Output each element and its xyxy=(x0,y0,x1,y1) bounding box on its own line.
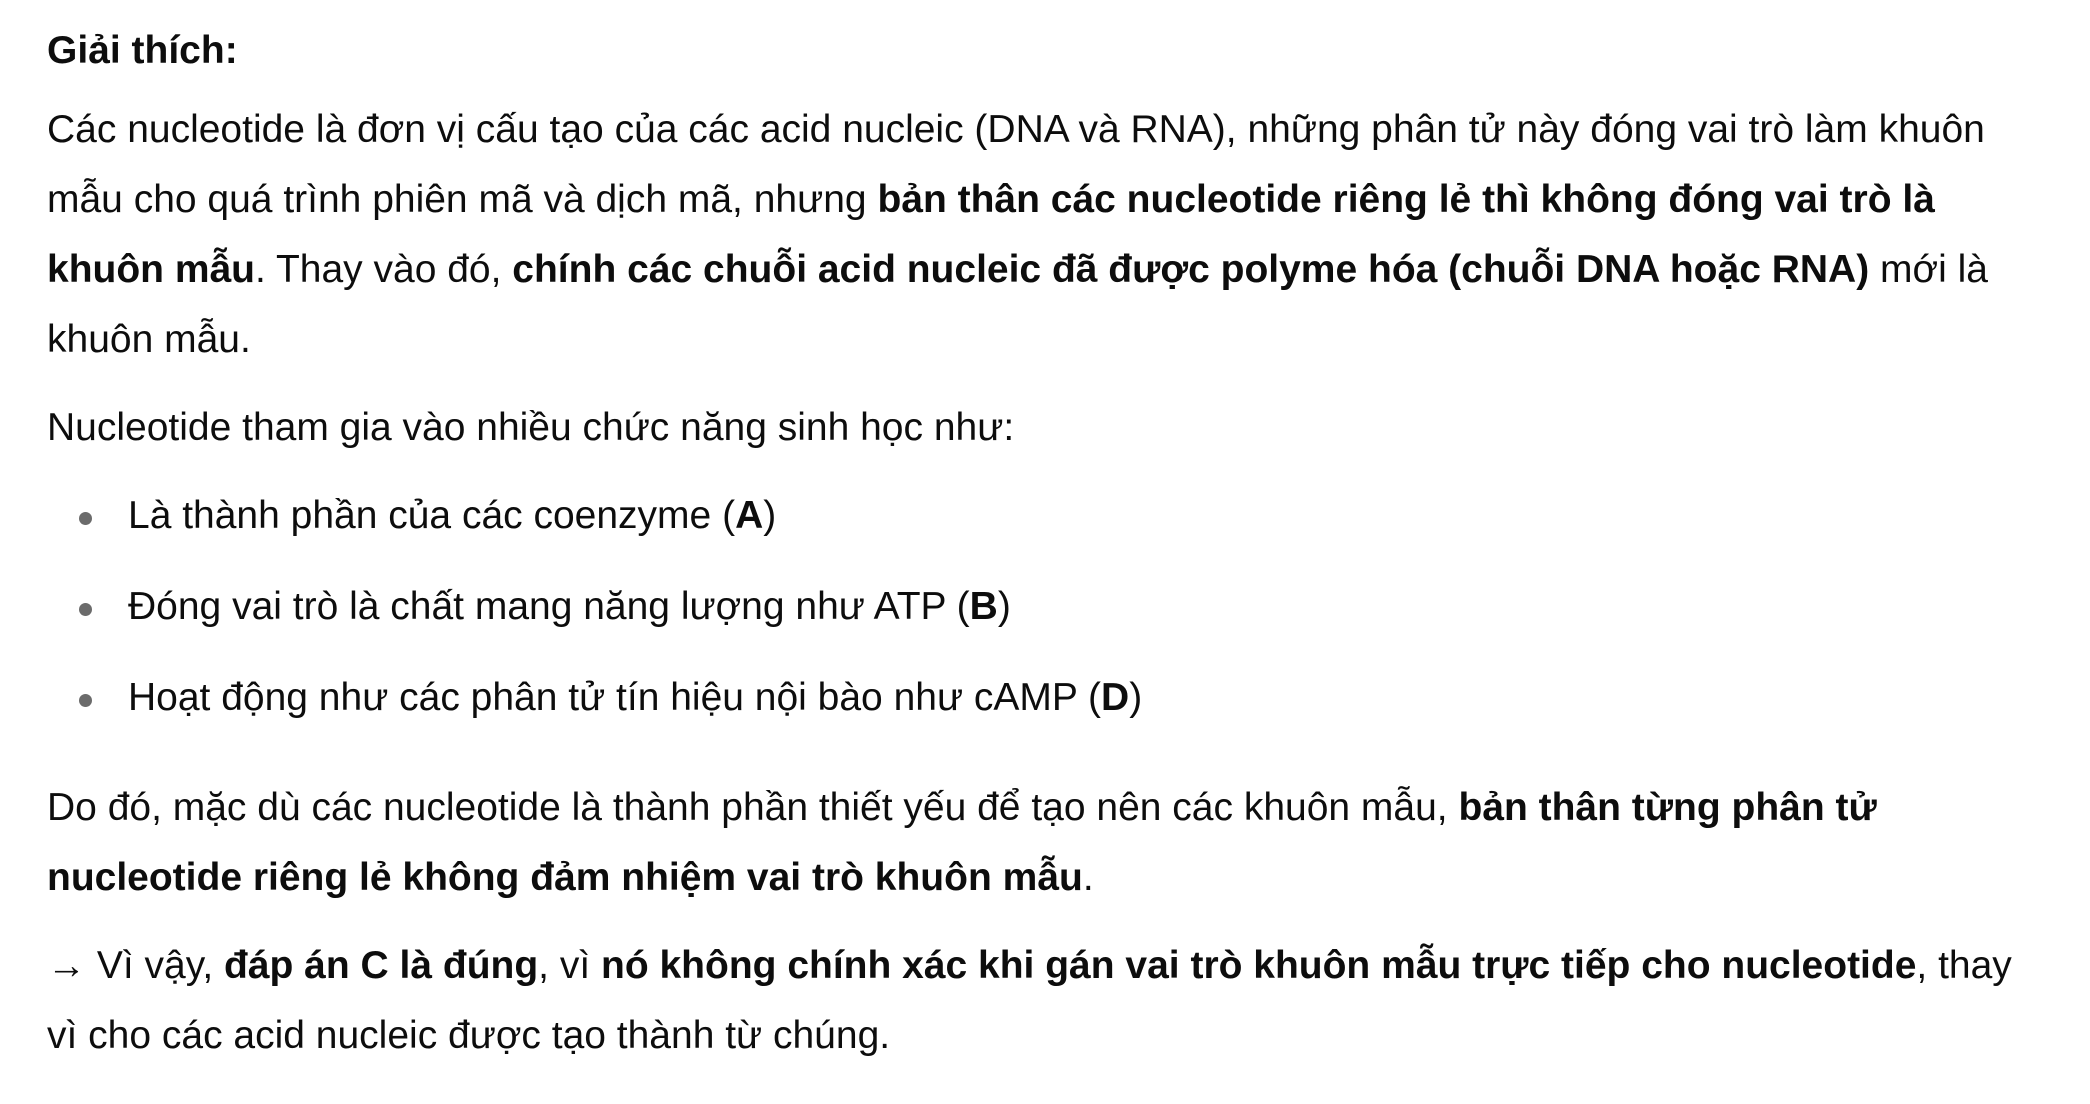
bullet-icon xyxy=(79,512,92,525)
text-span: . Thay vào đó, xyxy=(255,248,513,291)
bold-span: đáp án C là đúng xyxy=(224,944,539,987)
list-item-text: Đóng vai trò là chất mang năng lượng như ATP ( xyxy=(128,585,970,628)
bold-span: nó không chính xác khi gán vai trò khuôn mẫu trực tiếp cho nucleotide xyxy=(601,944,1917,987)
text-span: mới là khuôn mẫu. xyxy=(47,248,1988,361)
text-span: , vì xyxy=(538,944,602,987)
list-item xyxy=(47,572,2037,642)
list-item xyxy=(47,481,2037,551)
bullet-icon xyxy=(79,694,92,707)
text-span: . xyxy=(1082,856,1094,899)
explanation-heading: Giải thích: xyxy=(47,29,238,72)
functions-list xyxy=(47,481,2037,733)
text-span: → Vì vậy, xyxy=(47,944,224,987)
list-item xyxy=(47,663,2037,733)
paragraph-functions-intro: Nucleotide tham gia vào nhiều chức năng sinh học như: xyxy=(47,406,1015,449)
bullet-icon xyxy=(79,603,92,616)
paragraph-conclusion xyxy=(47,773,2037,913)
list-item-close: ) xyxy=(997,585,1011,628)
paragraph-answer xyxy=(47,931,2037,1071)
bold-span: bản thân từng phân tử nucleotide riêng lẻ không đảm nhiệm vai trò khuôn mẫu xyxy=(47,786,1877,899)
bold-span: bản thân các nucleotide riêng lẻ thì không đóng vai trò là khuôn mẫu xyxy=(47,178,1935,291)
explanation-content xyxy=(47,0,2037,1071)
list-item-close: ) xyxy=(1129,676,1143,719)
list-item-letter: A xyxy=(735,494,764,537)
list-item-letter: D xyxy=(1101,676,1130,719)
list-item-text: Hoạt động như các phân tử tín hiệu nội bào như cAMP ( xyxy=(128,676,1102,719)
paragraph-nucleotide-role xyxy=(47,95,2037,375)
list-item-letter: B xyxy=(969,585,998,628)
bold-span: chính các chuỗi acid nucleic đã được polyme hóa (chuỗi DNA hoặc RNA) xyxy=(512,248,1870,291)
list-item-close: ) xyxy=(763,494,777,537)
text-span: , thay vì cho các acid nucleic được tạo thành từ chúng. xyxy=(47,944,2012,1057)
list-item-text: Là thành phần của các coenzyme ( xyxy=(128,494,736,537)
text-span: Do đó, mặc dù các nucleotide là thành phần thiết yếu để tạo nên các khuôn mẫu, xyxy=(47,786,1459,829)
text-span: Các nucleotide là đơn vị cấu tạo của các acid nucleic (DNA và RNA), những phân tử này đóng vai trò làm khuôn mẫu cho quá trình phiên mã và dịch mã, nhưng xyxy=(47,108,1985,221)
